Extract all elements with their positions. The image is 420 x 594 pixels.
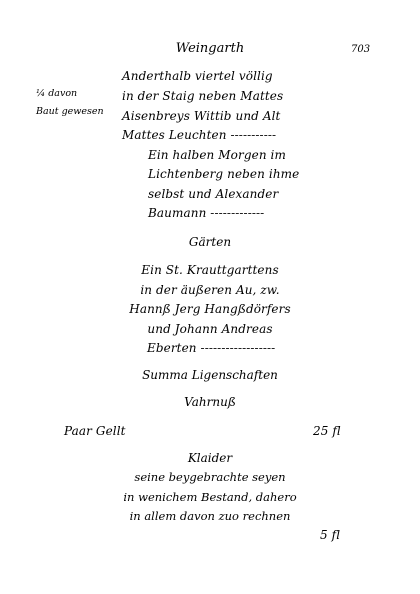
text-line: in der Staig neben Mattes [122, 89, 284, 103]
paar-gellt-amount: 25 fl [313, 424, 341, 438]
text-line: Ein halben Morgen im [148, 148, 286, 162]
text-line: in der äußeren Au, zw. [140, 283, 280, 297]
margin-note-line-1: ¼ davon [36, 88, 78, 99]
text-line: Hannß Jerg Hangßdörfers [129, 302, 291, 316]
text-line: selbst und Alexander [148, 187, 279, 201]
section-heading-vahrnuss: Vahrnuß [184, 395, 236, 409]
text-line: in allem davon zuo rechnen [129, 509, 291, 523]
text-line: in wenichem Bestand, dahero [123, 490, 297, 504]
section-heading-klaider: Klaider [187, 451, 233, 465]
text-line: Aisenbreys Wittib und Alt [122, 109, 281, 123]
page-title: Weingarth [175, 41, 245, 56]
margin-note-line-2: Baut gewesen [36, 106, 104, 117]
text-line: seine beygebrachte seyen [134, 470, 286, 484]
text-line: und Johann Andreas [147, 322, 273, 336]
paar-gellt-label: Paar Gellt [64, 424, 126, 438]
klaider-amount: 5 fl [320, 528, 341, 542]
text-line: Ein St. Krauttgarttens [141, 263, 279, 277]
text-line: Baumann ------------- [148, 206, 265, 220]
text-line: Lichtenberg neben ihme [148, 167, 300, 181]
page-number: 703 [351, 44, 371, 55]
summa-heading: Summa Ligenschaften [142, 368, 278, 382]
text-line: Anderthalb viertel völlig [122, 69, 273, 83]
text-line: Eberten ------------------ [147, 341, 276, 355]
text-line: Mattes Leuchten ----------- [122, 128, 277, 142]
section-heading-gaerten: Gärten [188, 235, 232, 249]
